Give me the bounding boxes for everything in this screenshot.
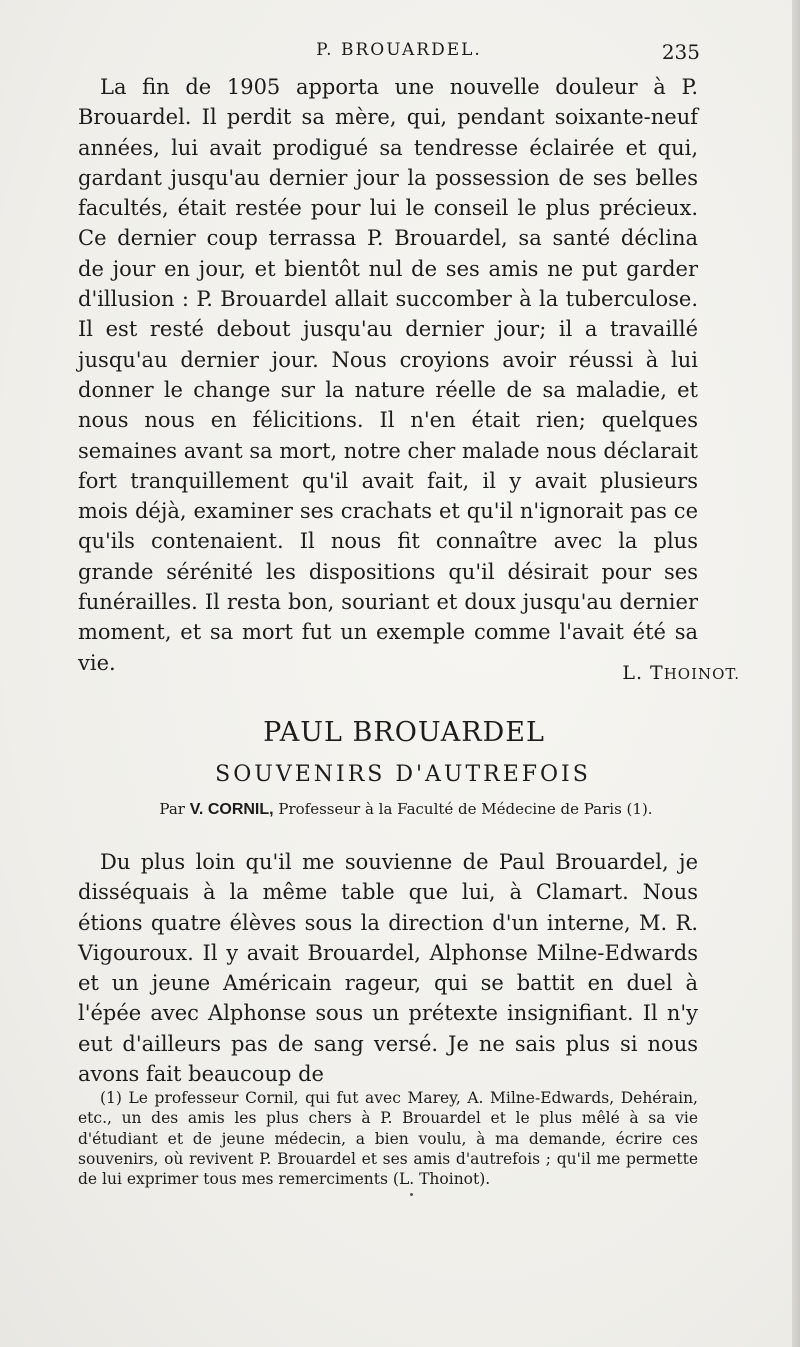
running-head [78,40,700,68]
paragraph-souvenirs: Du plus loin qu'il me souvienne de Paul Brouardel, je disséquais à la même table que lui, à Clamart. Nous étions quatre élèves sous la direction d'un interne, M. R. Vigouroux. Il y avait Brouardel, Alphonse Milne-Edwards et un jeune Américain rageur, qui se battit en duel à l'épée avec Alphonse sous un prétexte insignifiant. Il n'y eut d'ailleurs pas de sang versé. Je ne sais plus si nous avons fait beaucoup de [78,850,698,1087]
byline-author: V. CORNIL, [189,801,274,818]
running-title: P. BROUARDEL. [316,40,482,60]
page-number: 235 [661,40,700,64]
paragraph-obituary-end: La fin de 1905 apporta une nouvelle douleur à P. Brouardel. Il perdit sa mère, qui, pendant soixante-neuf années, lui avait prodigué sa tendresse éclairée et qui, gardant jusqu'au dernier jour la possession de ses belles facultés, était restée pour lui le conseil le plus précieux. Ce dernier coup terrassa P. Brouardel, sa santé déclina de jour en jour, et bientôt nul de ses amis ne put garder d'illusion : P. Brouardel allait succomber à la tuberculose. Il est resté debout jusqu'au dernier jour; il a travaillé jusqu'au dernier jour. Nous croyions avoir réussi à lui donner le change sur la nature réelle de sa maladie, et nous nous en félicitions. Il n'en était rien; quelques semaines avant sa mort, notre cher malade nous déclarait fort tranquillement qu'il avait fait, il y avait plusieurs mois déjà, examiner ses crachats et qu'il n'ignorait pas ce qu'ils contenaient. Il nous fit connaître avec la plus grande sérénité les dispositions qu'il désirait pour ses funérailles. Il resta bon, souriant et doux jusqu'au dernier moment, et sa mort fut un exemple comme l'avait été sa vie. [78,75,698,675]
print-speck [410,1193,413,1196]
page-edge [792,0,800,1347]
footnotes [78,1088,698,1189]
article-title: PAUL BROUARDEL [263,717,545,748]
article-subtitle: SOUVENIRS D'AUTREFOIS [215,762,591,787]
body-text-top [78,72,698,678]
byline [0,800,800,819]
footnote-1: (1) Le professeur Cornil, qui fut avec Marey, A. Milne-Edwards, Dehérain, etc., un des amis les plus chers à P. Brouardel et le plus mêlé à sa vie d'étudiant et de jeune médecin, a bien voulu, à ma demande, écrire ces souvenirs, où revivent P. Brouardel et ses amis d'autrefois ; qu'il me permette de lui exprimer tous mes remerciments (L. Thoinot). [78,1089,698,1189]
signature-rest: HOINOT. [663,665,740,683]
byline-suffix: Professeur à la Faculté de Médecine de Paris (1). [273,800,653,818]
byline-prefix: Par [159,800,190,818]
signature-initial: L. T [622,662,664,684]
body-text-bottom [78,847,698,1089]
signature [622,662,740,684]
